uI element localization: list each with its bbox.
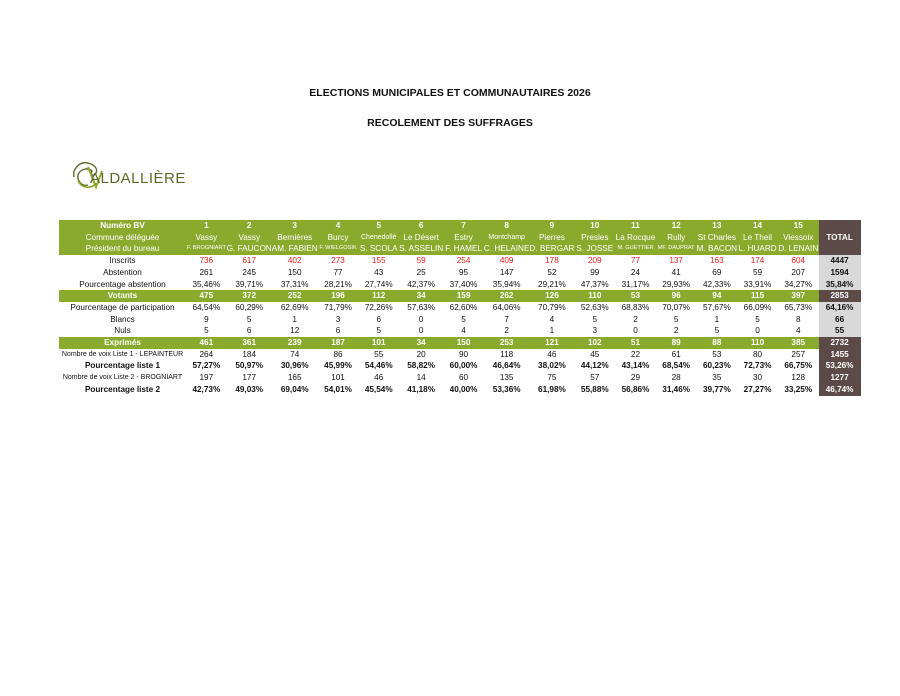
row-label: Pourcentage liste 1: [84, 361, 161, 371]
value-cell: 0: [418, 314, 424, 324]
total-cell: 1277: [819, 372, 861, 384]
value-cell: 35,46%: [192, 279, 221, 289]
row-label: Votants: [59, 290, 186, 302]
value-cell: 53: [615, 290, 656, 302]
value-cell: 29: [630, 373, 641, 383]
value-cell: 5: [673, 314, 679, 324]
value-cell: 33,25%: [784, 384, 813, 394]
value-cell: 2: [633, 314, 638, 324]
value-cell: 94: [697, 290, 738, 302]
value-cell: 62,69%: [280, 302, 309, 312]
total-cell: 66: [819, 314, 861, 326]
value-cell: 69: [712, 267, 722, 277]
value-cell: 604: [791, 256, 806, 266]
value-cell: 54,46%: [364, 361, 393, 371]
value-cell: 72,26%: [364, 302, 393, 312]
value-cell: 59: [416, 256, 426, 266]
value-cell: 52,63%: [580, 302, 609, 312]
value-cell: 56,86%: [621, 384, 650, 394]
total-cell: 2732: [819, 337, 861, 349]
value-cell: 64,06%: [492, 302, 521, 312]
value-cell: 239: [272, 337, 318, 349]
value-cell: 150: [287, 267, 302, 277]
value-cell: 245: [242, 267, 257, 277]
value-cell: 31,17%: [621, 279, 650, 289]
value-cell: 71,79%: [324, 302, 352, 312]
commune-name: Chenedollé: [358, 232, 399, 244]
commune-name: Rully: [656, 232, 697, 244]
value-cell: 31,46%: [662, 384, 691, 394]
value-cell: 69,04%: [280, 384, 309, 394]
row-nuls: [59, 325, 861, 337]
bv-number: 8: [484, 220, 530, 232]
value-cell: 34: [399, 337, 443, 349]
bv-number: 3: [272, 220, 318, 232]
row-pct-participation: [59, 302, 861, 314]
total-cell: 46,74%: [819, 384, 861, 396]
value-cell: 39,77%: [702, 384, 731, 394]
value-cell: 42,37%: [407, 279, 436, 289]
value-cell: 257: [791, 349, 806, 359]
page-title: ELECTIONS MUNICIPALES ET COMMUNAUTAIRES 2026: [309, 87, 591, 99]
value-cell: 8: [795, 314, 801, 324]
value-cell: 4: [795, 326, 801, 336]
value-cell: 137: [669, 256, 683, 266]
header-label: Président du bureau: [59, 243, 186, 255]
president-name: M. GUETTIER: [615, 243, 656, 255]
president-name: M. BACON: [696, 244, 738, 254]
value-cell: 44,12%: [580, 361, 609, 371]
total-cell: 64,16%: [819, 302, 861, 314]
commune-name: Bernières: [272, 232, 318, 244]
value-cell: 0: [418, 326, 424, 336]
value-cell: 49,03%: [235, 384, 264, 394]
page-subtitle: RECOLEMENT DES SUFFRAGES: [367, 117, 533, 129]
value-cell: 4: [461, 326, 466, 336]
value-cell: 273: [331, 256, 345, 266]
value-cell: 29,21%: [538, 279, 566, 289]
row-label: Pourcentage de participation: [70, 302, 175, 312]
value-cell: 72,73%: [743, 361, 772, 371]
value-cell: 77: [630, 256, 641, 266]
value-cell: 55,88%: [580, 384, 609, 394]
value-cell: 262: [484, 290, 530, 302]
value-cell: 66,75%: [784, 361, 813, 371]
commune-name: Viessoix: [778, 232, 819, 244]
value-cell: 126: [529, 290, 574, 302]
value-cell: 96: [656, 290, 697, 302]
value-cell: 178: [545, 256, 559, 266]
value-cell: 86: [333, 349, 343, 359]
commune-name: La Rocque: [615, 232, 656, 242]
value-cell: 736: [199, 256, 214, 266]
bv-number: 11: [615, 220, 656, 232]
value-cell: 45,54%: [364, 384, 393, 394]
president-name: F. BROGNIART: [186, 243, 227, 255]
value-cell: 261: [199, 267, 214, 277]
row-pct-liste1: [59, 360, 861, 372]
value-cell: 28: [671, 373, 681, 383]
value-cell: 24: [630, 267, 641, 277]
value-cell: 112: [358, 290, 399, 302]
value-cell: 45,99%: [324, 361, 352, 371]
value-cell: 3: [335, 314, 341, 324]
bv-number: 12: [656, 220, 697, 232]
value-cell: 209: [587, 256, 602, 266]
value-cell: 121: [529, 337, 574, 349]
value-cell: 101: [358, 337, 399, 349]
value-cell: 34,27%: [784, 279, 813, 289]
value-cell: 41: [671, 267, 681, 277]
value-cell: 45: [590, 349, 600, 359]
president-name: G. FAUCON: [226, 244, 272, 254]
value-cell: 5: [246, 314, 252, 324]
value-cell: 53: [712, 349, 722, 359]
value-cell: 64,54%: [192, 302, 221, 312]
value-cell: 37,31%: [280, 279, 309, 289]
value-cell: 60,00%: [449, 361, 478, 371]
value-cell: 115: [737, 290, 778, 302]
value-cell: 165: [287, 373, 302, 383]
value-cell: 128: [791, 373, 806, 383]
row-abstention: [59, 267, 861, 279]
total-cell: 55: [819, 325, 861, 337]
value-cell: 5: [461, 314, 466, 324]
value-cell: 60,23%: [702, 361, 731, 371]
value-cell: 1: [292, 314, 297, 324]
value-cell: 50,97%: [235, 361, 264, 371]
value-cell: 5: [592, 314, 598, 324]
bv-number: 2: [227, 220, 272, 232]
value-cell: 57,67%: [702, 302, 731, 312]
row-pct-abstention: [59, 279, 861, 291]
value-cell: 46,64%: [492, 361, 521, 371]
value-cell: 55: [374, 349, 384, 359]
value-cell: 88: [697, 337, 738, 349]
value-cell: 163: [710, 256, 724, 266]
president-name: S. JOSSE: [576, 244, 614, 254]
value-cell: 43,14%: [621, 361, 650, 371]
value-cell: 4: [549, 314, 555, 324]
commune-name: Le Désert: [399, 232, 443, 244]
value-cell: 252: [272, 290, 318, 302]
value-cell: 28,21%: [324, 279, 352, 289]
row-label: Inscrits: [109, 256, 136, 266]
value-cell: 101: [331, 373, 345, 383]
value-cell: 58,82%: [407, 361, 436, 371]
value-cell: 177: [242, 373, 257, 383]
president-name: D. BERGAR: [529, 244, 575, 254]
value-cell: 147: [499, 267, 514, 277]
value-cell: 89: [656, 337, 697, 349]
value-cell: 68,54%: [662, 361, 691, 371]
president-name: C. HELAINE: [483, 244, 530, 254]
header-label: Numéro BV: [59, 220, 186, 232]
value-cell: 196: [318, 290, 359, 302]
value-cell: 35,94%: [492, 279, 521, 289]
value-cell: 184: [242, 349, 257, 359]
value-cell: 60: [459, 373, 469, 383]
commune-name: Vassy: [227, 232, 272, 244]
bv-number: 7: [443, 220, 484, 232]
value-cell: 46: [374, 373, 384, 383]
president-name: F. HAMEL: [445, 244, 482, 254]
row-label: Pourcentage liste 2: [84, 384, 161, 394]
president-name: MF. DAUPRAT: [656, 243, 697, 255]
value-cell: 1: [549, 326, 555, 336]
row-voix-liste2: [59, 372, 861, 384]
total-header: TOTAL: [819, 220, 861, 255]
header-row: [59, 220, 861, 232]
value-cell: 59: [752, 267, 763, 277]
value-cell: 12: [290, 326, 300, 336]
value-cell: 617: [242, 256, 257, 266]
value-cell: 397: [778, 290, 819, 302]
value-cell: 68,83%: [621, 302, 650, 312]
value-cell: 2: [504, 326, 509, 336]
value-cell: 6: [246, 326, 252, 336]
value-cell: 461: [186, 337, 227, 349]
value-cell: 51: [615, 337, 656, 349]
total-cell: 1594: [819, 267, 861, 279]
value-cell: 385: [778, 337, 819, 349]
value-cell: 102: [574, 337, 615, 349]
total-cell: 35,84%: [819, 279, 861, 291]
value-cell: 99: [590, 267, 600, 277]
president-name: D. LENAIN: [778, 244, 819, 254]
value-cell: 33,91%: [743, 279, 772, 289]
header-row: [59, 232, 861, 244]
value-cell: 22: [630, 349, 641, 359]
value-cell: 14: [416, 373, 426, 383]
value-cell: 197: [199, 373, 214, 383]
value-cell: 118: [500, 349, 514, 359]
value-cell: 61: [671, 349, 681, 359]
value-cell: 66,09%: [743, 302, 772, 312]
value-cell: 60,29%: [235, 302, 264, 312]
value-cell: 54,01%: [324, 384, 352, 394]
value-cell: 150: [443, 337, 484, 349]
value-cell: 475: [186, 290, 227, 302]
bv-number: 4: [318, 220, 359, 232]
bv-number: 1: [186, 220, 227, 232]
value-cell: 65,73%: [784, 302, 813, 312]
value-cell: 57,27%: [192, 361, 221, 371]
value-cell: 0: [633, 326, 638, 336]
president-name: S. ASSELIN: [399, 244, 444, 254]
row-label: Nombre de voix Liste 1 - LEPAINTEUR: [61, 350, 184, 358]
commune-name: Montchamp: [484, 232, 530, 244]
value-cell: 207: [791, 267, 806, 277]
value-cell: 52: [547, 267, 557, 277]
header-label: Commune déléguée: [59, 232, 186, 244]
commune-name: Burcy: [318, 232, 359, 244]
president-name: L. HUARD: [738, 244, 777, 254]
president-name: S. SCOLA: [359, 244, 398, 254]
value-cell: 254: [456, 256, 471, 266]
value-cell: 409: [499, 256, 514, 266]
row-exprimes: [59, 337, 861, 349]
value-cell: 80: [752, 349, 763, 359]
value-cell: 30: [752, 373, 763, 383]
value-cell: 2: [673, 326, 679, 336]
commune-name: Estry: [443, 232, 484, 244]
value-cell: 90: [459, 349, 469, 359]
value-cell: 110: [737, 337, 778, 349]
value-cell: 253: [484, 337, 530, 349]
value-cell: 42,73%: [192, 384, 221, 394]
bv-number: 14: [737, 220, 778, 232]
row-blancs: [59, 314, 861, 326]
row-inscrits: [59, 255, 861, 267]
value-cell: 7: [504, 314, 509, 324]
value-cell: 53,36%: [492, 384, 521, 394]
value-cell: 372: [227, 290, 272, 302]
value-cell: 62,60%: [449, 302, 478, 312]
commune-name: Presles: [574, 232, 615, 244]
value-cell: 6: [376, 314, 381, 324]
commune-name: Le Theil: [737, 232, 778, 244]
value-cell: 46: [547, 349, 557, 359]
row-label: Exprimés: [59, 337, 186, 349]
value-cell: 5: [714, 326, 720, 336]
bv-number: 5: [358, 220, 399, 232]
value-cell: 38,02%: [538, 361, 566, 371]
row-label: Nuls: [114, 326, 131, 336]
total-cell: 1455: [819, 349, 861, 361]
bv-number: 15: [778, 220, 819, 232]
value-cell: 40,00%: [449, 384, 478, 394]
value-cell: 159: [443, 290, 484, 302]
bv-number: 9: [529, 220, 574, 232]
total-cell: 2853: [819, 290, 861, 302]
value-cell: 3: [592, 326, 598, 336]
value-cell: 95: [459, 267, 469, 277]
value-cell: 74: [290, 349, 300, 359]
bv-number: 6: [399, 220, 443, 232]
commune-name: St Charles: [697, 232, 736, 242]
value-cell: 70,07%: [662, 302, 691, 312]
total-cell: 4447: [819, 255, 861, 267]
row-votants: [59, 290, 861, 302]
row-pct-liste2: [59, 384, 861, 396]
value-cell: 41,18%: [407, 384, 436, 394]
row-label: Pourcentage abstention: [79, 279, 166, 289]
value-cell: 25: [416, 267, 426, 277]
president-name: F. WIELGOSIK: [318, 243, 359, 255]
row-label: Blancs: [110, 314, 135, 324]
value-cell: 77: [333, 267, 343, 277]
commune-name: Pierres: [529, 232, 574, 244]
value-cell: 75: [547, 373, 557, 383]
bv-number: 13: [697, 220, 738, 232]
value-cell: 174: [750, 256, 765, 266]
value-cell: 43: [374, 267, 384, 277]
value-cell: 27,74%: [364, 279, 393, 289]
value-cell: 20: [416, 349, 426, 359]
value-cell: 5: [376, 326, 381, 336]
results-table: [59, 220, 861, 396]
value-cell: 27,27%: [743, 384, 772, 394]
value-cell: 34: [399, 290, 443, 302]
row-label: Nombre de voix Liste 2 - BROGNIART: [62, 374, 183, 382]
bv-number: 10: [574, 220, 615, 232]
value-cell: 1: [714, 314, 720, 324]
value-cell: 57,63%: [407, 302, 436, 312]
value-cell: 29,93%: [662, 279, 691, 289]
value-cell: 47,37%: [580, 279, 609, 289]
value-cell: 70,79%: [538, 302, 566, 312]
value-cell: 187: [318, 337, 359, 349]
value-cell: 135: [499, 373, 514, 383]
value-cell: 155: [371, 256, 386, 266]
value-cell: 402: [287, 256, 302, 266]
logo-wordmark: ALDALLIÈRE: [90, 170, 186, 187]
value-cell: 5: [204, 326, 209, 336]
value-cell: 9: [204, 314, 209, 324]
value-cell: 37,40%: [449, 279, 478, 289]
total-cell: 53,26%: [819, 360, 861, 372]
header-row: [59, 243, 861, 255]
value-cell: 0: [755, 326, 760, 336]
president-name: AM. FABIEN: [271, 244, 318, 254]
value-cell: 361: [227, 337, 272, 349]
value-cell: 5: [755, 314, 760, 324]
value-cell: 39,71%: [235, 279, 264, 289]
value-cell: 30,96%: [280, 361, 309, 371]
row-voix-liste1: [59, 349, 861, 361]
value-cell: 6: [335, 326, 341, 336]
value-cell: 35: [712, 373, 722, 383]
value-cell: 110: [574, 290, 615, 302]
value-cell: 57: [590, 373, 600, 383]
value-cell: 42,33%: [702, 279, 731, 289]
row-label: Abstention: [103, 267, 142, 277]
value-cell: 264: [199, 349, 214, 359]
commune-name: Vassy: [186, 232, 227, 244]
value-cell: 61,98%: [538, 384, 566, 394]
